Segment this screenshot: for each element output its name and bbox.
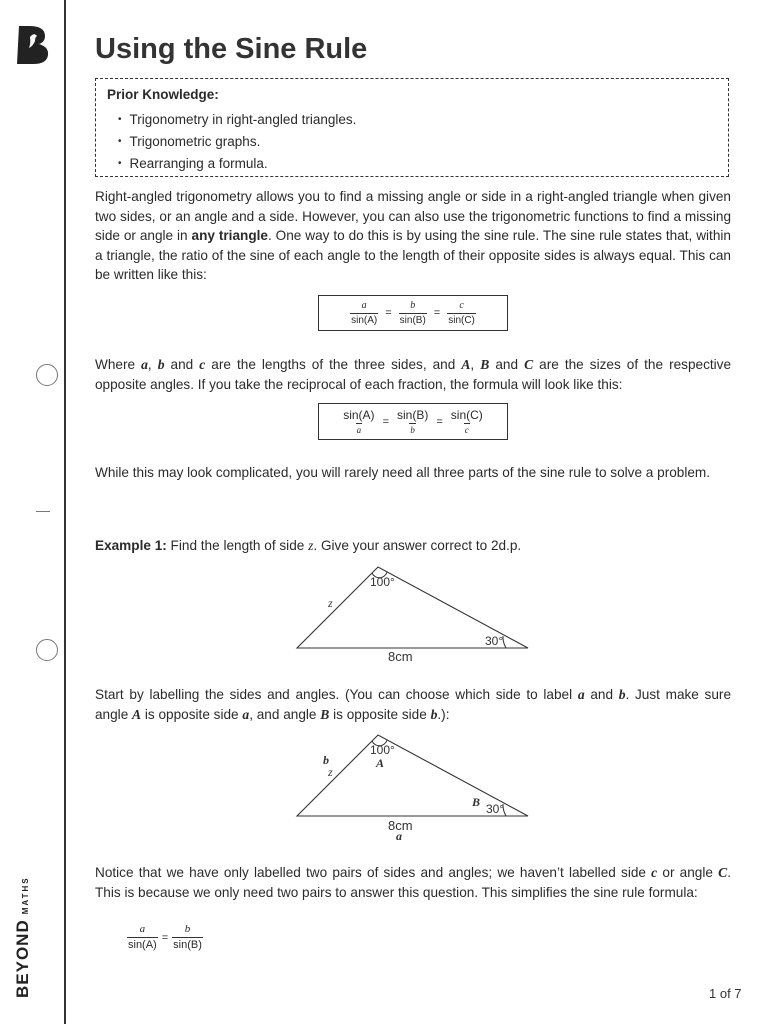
- triangle-diagram-1: [290, 560, 540, 670]
- angle-B-label: B: [472, 795, 481, 809]
- prior-knowledge-list: [118, 109, 356, 175]
- brand-wordmark: [13, 876, 33, 998]
- reciprocal-sine-rule-formula: $\frac{\sin(A)}{a}$ = $\frac{\sin(B)}{b}$ = $\frac{\sin(C)}{c}$: [318, 403, 508, 440]
- complicated-paragraph: While this may look complicated, you will rarely need all three parts of the sine rule to solve a problem.: [95, 465, 711, 480]
- right-angle-label: 30°: [485, 634, 504, 648]
- margin-rule: [64, 0, 66, 1024]
- brand-sub: MATHS: [21, 876, 30, 915]
- side-z-label: z: [328, 765, 333, 779]
- list-item: • Rearranging a formula.: [118, 153, 356, 175]
- prior-knowledge-box: [95, 78, 729, 177]
- fold-mark: [36, 511, 50, 512]
- top-angle-label: 100°: [370, 743, 395, 757]
- beyond-logo-icon: [15, 24, 51, 64]
- binder-hole: [36, 364, 58, 386]
- binder-hole: [36, 639, 58, 661]
- side-a-label: a: [396, 829, 402, 843]
- side-b-label: b: [323, 753, 329, 767]
- top-angle-label: 100°: [370, 575, 395, 589]
- base-length-label: 8cm: [388, 818, 413, 833]
- side-z-label: z: [328, 596, 333, 610]
- emphasis-any-triangle: any triangle: [191, 228, 268, 244]
- list-item: • Trigonometric graphs.: [118, 131, 356, 153]
- example-label: Example 1:: [95, 538, 167, 553]
- triangle-diagram-2: [290, 730, 540, 845]
- page-number: 1 of 7: [709, 986, 742, 1001]
- base-length-label: 8cm: [388, 649, 413, 664]
- simplified-sine-rule-formula: $\frac{a}{\sin(A)}$ = $\frac{b}{\sin(B)}$: [128, 923, 202, 951]
- where-paragraph: Where a, b and c are the lengths of the three sides, and A, B and C are the sizes of the respective opposite angles. If you take the reciprocal of each fraction, the formula will look like this:: [95, 357, 732, 392]
- example-1-prompt: Example 1: Find the length of side z. Give your answer correct to 2d.p.: [95, 538, 522, 553]
- page-title: Using the Sine Rule: [95, 33, 368, 65]
- brand-name: BEYOND: [13, 919, 32, 998]
- intro-paragraph: Right-angled trigonometry allows you to find a missing angle or side in a right-angled triangle when given two sides, or an angle and a side. However, you can also use the trigonometric functions to find a missing side or angle in any triangle. One way to do this is by using the sine rule. The sine rule states that, within a triangle, the ratio of the sine of each angle to the length of their opposite sides is always equal. This can be written like this:: [95, 189, 731, 283]
- angle-A-label: A: [376, 756, 385, 770]
- prior-knowledge-title: Prior Knowledge:: [107, 87, 219, 102]
- labelling-paragraph: Start by labelling the sides and angles. (You can choose which side to label a and b. Just make sure angle A is opposite side a, and angle B is opposite side b.):: [95, 687, 732, 722]
- sine-rule-formula: $\frac{a}{\sin(A)}$ = $\frac{b}{\sin(B)}$ = $\frac{c}{\sin(C)}$: [318, 295, 508, 331]
- notice-paragraph: Notice that we have only labelled two pairs of sides and angles; we haven’t labelled side c or angle C. This is because we only need two pairs to answer this question. This simplifies the sine rule formula:: [95, 865, 731, 900]
- right-angle-label: 30°: [486, 802, 505, 816]
- list-item: • Trigonometry in right-angled triangles.: [118, 109, 356, 131]
